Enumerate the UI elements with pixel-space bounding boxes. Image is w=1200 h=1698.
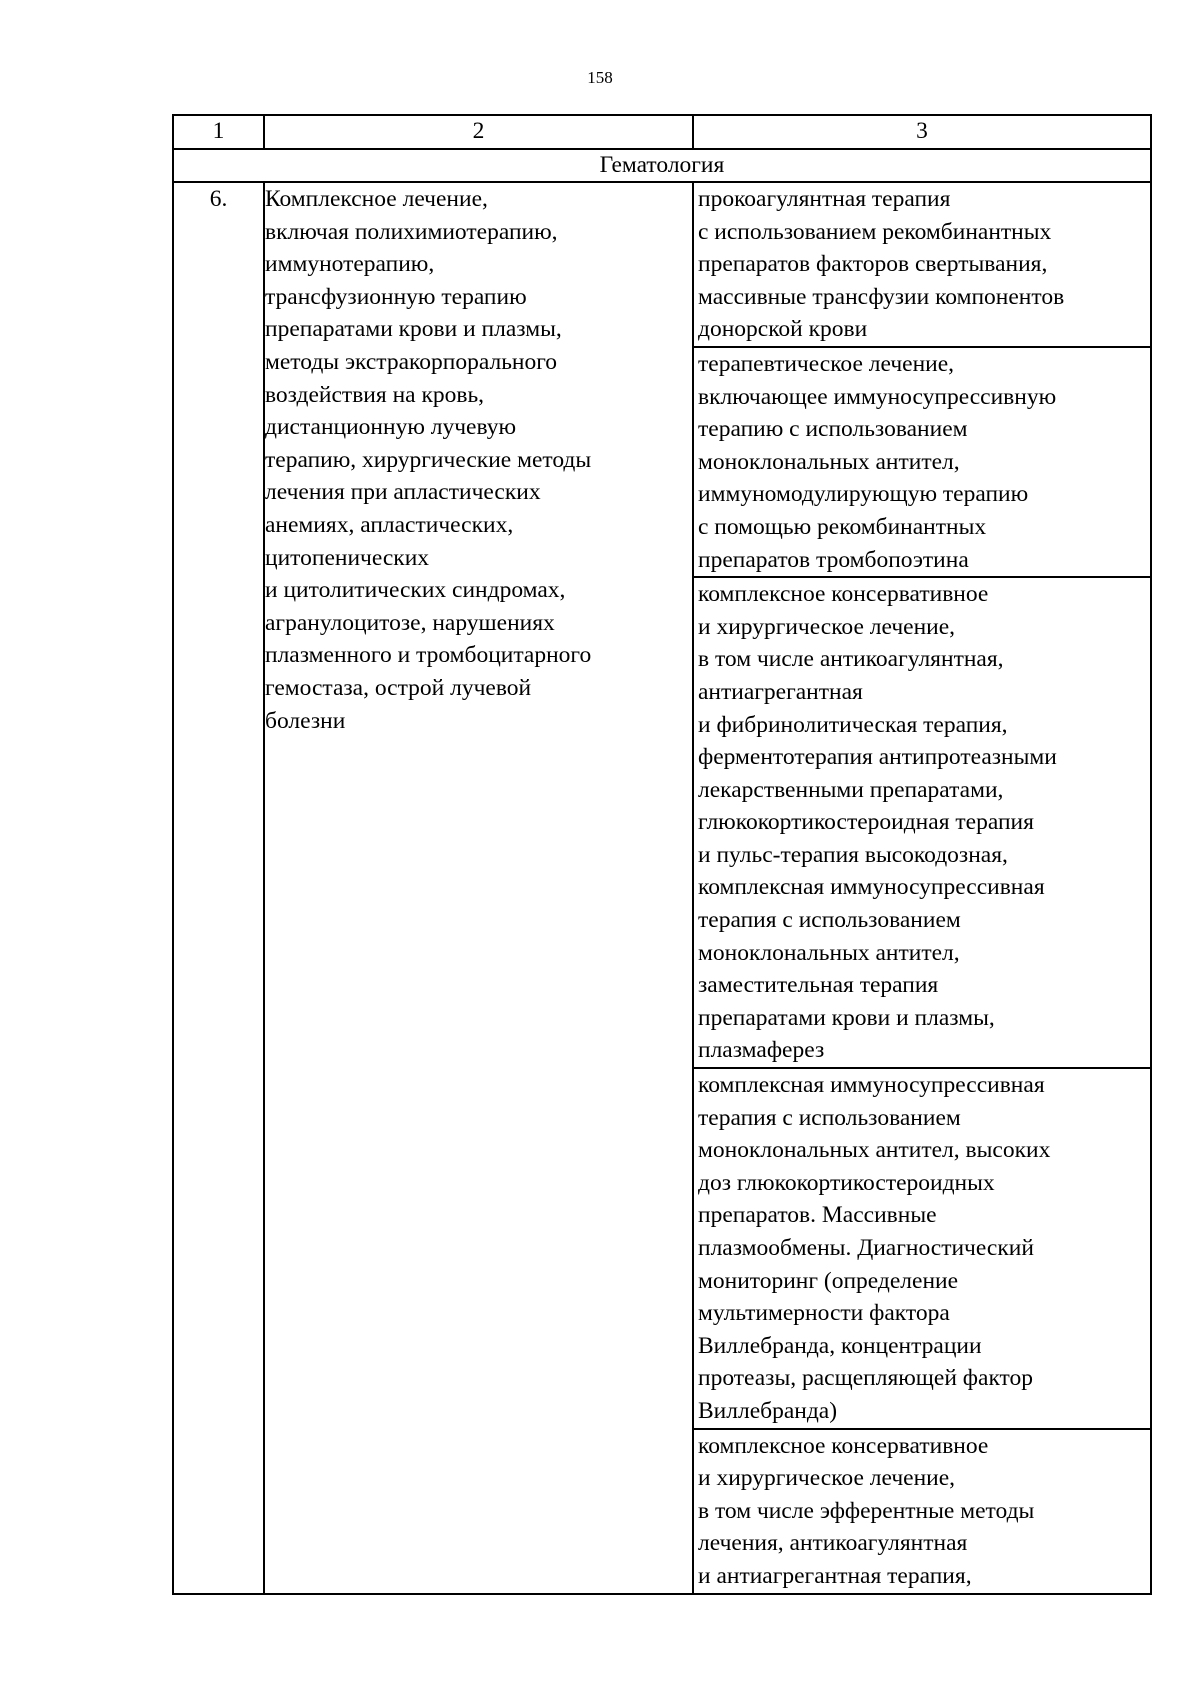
treatment-line: доз глюкокортикостероидных bbox=[698, 1169, 995, 1196]
treatment-line: с помощью рекомбинантных bbox=[698, 513, 987, 540]
treatment-line: комплексное консервативное bbox=[698, 1432, 989, 1459]
treatment-line: и антиагрегантная терапия, bbox=[698, 1562, 972, 1589]
treatment-line: прокоагулянтная терапия bbox=[698, 186, 951, 212]
description-line: и цитолитических синдромах, bbox=[265, 577, 566, 604]
treatment-line: заместительная терапия bbox=[698, 972, 939, 999]
treatment-block bbox=[694, 348, 1150, 578]
table-row bbox=[173, 182, 1151, 1594]
description-line: терапию, хирургические методы bbox=[265, 446, 592, 473]
description-line: цитопенических bbox=[265, 544, 430, 571]
treatment-line: протеазы, расщепляющей фактор bbox=[698, 1365, 1034, 1392]
section-row bbox=[173, 149, 1151, 182]
treatment-line: массивные трансфузии компонентов bbox=[698, 283, 1065, 310]
description-line: дистанционную лучевую bbox=[265, 414, 517, 441]
treatment-line: комплексная иммуносупрессивная bbox=[698, 1072, 1045, 1099]
treatment-line: терапия с использованием bbox=[698, 907, 961, 934]
treatment-line: комплексная иммуносупрессивная bbox=[698, 874, 1045, 901]
treatment-line: препаратов тромбопоэтина bbox=[698, 546, 969, 573]
treatment-line: препаратами крови и плазмы, bbox=[698, 1004, 995, 1031]
treatment-line: препаратов факторов свертывания, bbox=[698, 251, 1048, 278]
description-line: Комплексное лечение, bbox=[265, 186, 488, 212]
description-line: иммунотерапию, bbox=[265, 251, 435, 278]
treatment-line: включающее иммуносупрессивную bbox=[698, 383, 1057, 410]
treatment-line: и фибринолитическая терапия, bbox=[698, 711, 1008, 738]
treatment-block bbox=[694, 1069, 1150, 1430]
treatment-line: моноклональных антител, bbox=[698, 939, 960, 966]
treatment-description bbox=[264, 182, 693, 1594]
treatment-line: моноклональных антител, bbox=[698, 448, 960, 475]
treatment-block bbox=[694, 1430, 1150, 1593]
treatment-line: лечения, антикоагулянтная bbox=[698, 1530, 968, 1557]
treatment-line: в том числе антикоагулянтная, bbox=[698, 646, 1004, 673]
treatment-line: с использованием рекомбинантных bbox=[698, 218, 1052, 245]
description-line: включая полихимиотерапию, bbox=[265, 218, 558, 245]
treatment-table bbox=[172, 114, 1152, 1595]
description-line: плазменного и тромбоцитарного bbox=[265, 642, 592, 669]
description-line: анемиях, апластических, bbox=[265, 511, 514, 538]
treatment-line: и хирургическое лечение, bbox=[698, 1465, 956, 1492]
section-title: Гематология bbox=[173, 149, 1151, 182]
column-header-1: 1 bbox=[173, 115, 264, 149]
column-header-2: 2 bbox=[264, 115, 693, 149]
treatment-line: Виллебранда, концентрации bbox=[698, 1332, 982, 1359]
treatment-line: терапевтическое лечение, bbox=[698, 350, 955, 377]
treatment-line: иммуномодулирующую терапию bbox=[698, 481, 1029, 508]
treatment-line: плазмообмены. Диагностический bbox=[698, 1235, 1034, 1261]
description-line: лечения при апластических bbox=[265, 479, 541, 506]
treatment-line: Виллебранда) bbox=[698, 1397, 838, 1424]
treatment-block bbox=[694, 183, 1150, 348]
treatment-line: моноклональных антител, высоких bbox=[698, 1137, 1051, 1164]
description-line: болезни bbox=[265, 707, 346, 734]
description-line: методы экстракорпорального bbox=[265, 348, 558, 375]
description-line: препаратами крови и плазмы, bbox=[265, 316, 562, 343]
table-header-row bbox=[173, 115, 1151, 149]
treatment-methods bbox=[693, 182, 1151, 1594]
row-number: 6. bbox=[173, 182, 264, 1594]
treatment-line: в том числе эфферентные методы bbox=[698, 1497, 1035, 1524]
column-header-3: 3 bbox=[693, 115, 1151, 149]
treatment-line: терапию с использованием bbox=[698, 416, 968, 443]
treatment-line: мониторинг (определение bbox=[698, 1267, 959, 1294]
treatment-line: препаратов. Массивные bbox=[698, 1202, 937, 1229]
treatment-line: лекарственными препаратами, bbox=[698, 776, 1004, 803]
treatment-line: антиагрегантная bbox=[698, 678, 863, 705]
treatment-line: терапия с использованием bbox=[698, 1104, 961, 1131]
treatment-line: ферментотерапия антипротеазными bbox=[698, 744, 1057, 771]
treatment-line: мультимерности фактора bbox=[698, 1300, 950, 1327]
treatment-line: и хирургическое лечение, bbox=[698, 613, 956, 640]
description-line: гемостаза, острой лучевой bbox=[265, 674, 532, 701]
treatment-line: донорской крови bbox=[698, 316, 868, 343]
treatment-block bbox=[694, 578, 1150, 1069]
treatment-line: глюкокортикостероидная терапия bbox=[698, 809, 1034, 836]
treatment-line: комплексное консервативное bbox=[698, 581, 989, 608]
description-line: воздействия на кровь, bbox=[265, 381, 485, 408]
treatment-line: и пульс-терапия высокодозная, bbox=[698, 841, 1008, 868]
page-number: 158 bbox=[587, 68, 613, 87]
treatment-line: плазмаферез bbox=[698, 1037, 825, 1064]
description-line: трансфузионную терапию bbox=[265, 283, 527, 310]
description-line: агранулоцитозе, нарушениях bbox=[265, 609, 555, 636]
